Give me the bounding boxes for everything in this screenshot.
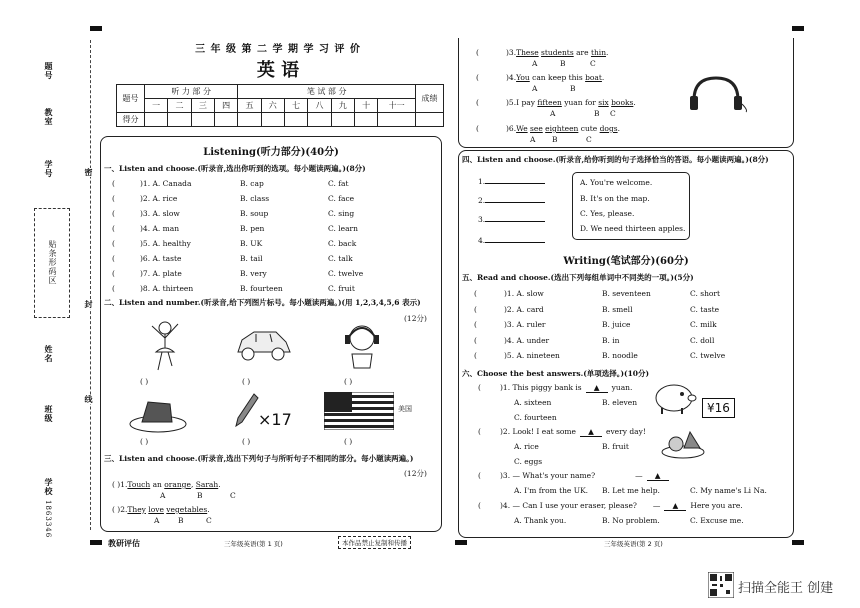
score-table-listening: 听 力 部 分 bbox=[145, 85, 238, 99]
score-cell[interactable] bbox=[261, 113, 284, 127]
sentence-part: students bbox=[541, 48, 574, 57]
option: B. Let me help. bbox=[602, 486, 660, 495]
answer-paren[interactable]: ( bbox=[474, 335, 477, 345]
us-flag-icon bbox=[324, 392, 394, 430]
s4-blank[interactable]: 4. bbox=[478, 235, 545, 245]
option-letter: B bbox=[197, 491, 203, 500]
section-2-title: 二、Listen and number.(听录音,给下列图片标号。每小题读两遍。)(用 1,2,3,4,5,6 表示) bbox=[104, 298, 421, 307]
barcode-area-label: 贴条形码区 bbox=[48, 240, 57, 285]
score-col: 一 bbox=[145, 99, 168, 113]
option: C. twelve bbox=[690, 351, 726, 360]
score-cell[interactable] bbox=[238, 113, 261, 127]
score-cell[interactable] bbox=[168, 113, 191, 127]
answer-paren[interactable]: ( ) bbox=[344, 437, 353, 446]
sentence-part: . bbox=[207, 505, 210, 514]
question-number: )4. bbox=[506, 73, 517, 82]
dash: — bbox=[652, 501, 661, 510]
section-2-score: (12分) bbox=[404, 314, 427, 323]
score-table-writing: 笔 试 部 分 bbox=[238, 85, 416, 99]
sentence-part: . bbox=[218, 480, 221, 489]
question-number: 1. bbox=[120, 480, 128, 489]
score-col: 三 bbox=[191, 99, 214, 113]
option-letter: C bbox=[230, 491, 236, 500]
option-letter: B bbox=[594, 109, 600, 118]
answer-paren[interactable]: ( bbox=[474, 351, 477, 360]
answer-paren[interactable]: ( bbox=[112, 269, 115, 278]
score-table-header: 题号 bbox=[117, 85, 145, 113]
sidebar-label: 学号 bbox=[44, 160, 54, 178]
sentence-part: Touch bbox=[127, 480, 151, 489]
footer-brand: 教研评估 bbox=[108, 538, 140, 548]
option: C. My name's Li Na. bbox=[690, 486, 767, 495]
s4-blank[interactable]: 3. bbox=[478, 214, 545, 224]
sentence-part: Sarah bbox=[195, 480, 219, 489]
s3-question-2 bbox=[112, 505, 210, 514]
option: )2. A. rice bbox=[140, 194, 178, 203]
sentence-part: fifteen bbox=[537, 98, 562, 107]
option: C. fourteen bbox=[514, 413, 557, 422]
s3-question-5 bbox=[476, 98, 636, 107]
sentence-part: an bbox=[150, 480, 165, 489]
sentence-part: We bbox=[516, 124, 528, 133]
s4-option: D. We need thirteen apples. bbox=[580, 224, 686, 233]
s3-question-1 bbox=[112, 480, 221, 489]
option-letter: B bbox=[178, 516, 184, 525]
s6-question-2 bbox=[478, 427, 646, 437]
answer-paren[interactable]: ( bbox=[112, 239, 115, 248]
sentence-part: vegetables bbox=[166, 505, 208, 514]
score-col: 五 bbox=[238, 99, 261, 113]
score-col: 七 bbox=[284, 99, 307, 113]
option: C. doll bbox=[690, 335, 715, 345]
s6-question-3 bbox=[478, 471, 673, 481]
option-letter: B bbox=[570, 84, 576, 93]
sidebar-label: 班级 bbox=[44, 405, 54, 423]
answer-paren[interactable]: ( ) bbox=[344, 377, 353, 386]
answer-paren[interactable]: ( bbox=[474, 289, 477, 298]
option: B. eleven bbox=[602, 398, 638, 407]
option: B. No problem. bbox=[602, 516, 660, 525]
registration-mark bbox=[455, 540, 467, 545]
question-number: 2. bbox=[120, 505, 128, 514]
answer-paren[interactable]: ( bbox=[476, 48, 479, 57]
answer-blank[interactable]: ▲ bbox=[586, 383, 608, 393]
sentence-part: . bbox=[601, 73, 605, 82]
score-table-total: 成绩 bbox=[416, 85, 444, 113]
s4-blank[interactable]: 1. bbox=[478, 176, 545, 186]
sidebar-label: 题号 bbox=[44, 62, 54, 80]
sentence-part: orange bbox=[164, 480, 191, 489]
pencil-icon bbox=[234, 392, 260, 428]
answer-paren[interactable]: ( bbox=[474, 304, 477, 314]
scanner-watermark: 扫描全能王 创建 bbox=[738, 581, 834, 596]
question-text: Here you are. bbox=[690, 501, 743, 510]
score-col: 九 bbox=[331, 99, 354, 113]
section-4-title: 四、Listen and choose.(听录音,给你听到的句子选择恰当的答语。每小题读两遍。)(8分) bbox=[462, 155, 769, 164]
qr-code-icon bbox=[708, 572, 734, 598]
question-text: ( )2. Look! I eat some bbox=[478, 427, 576, 436]
question-number: )5. bbox=[506, 98, 517, 107]
sentence-part: cute bbox=[578, 124, 600, 133]
score-cell[interactable] bbox=[378, 113, 416, 127]
answer-paren[interactable]: ( ) bbox=[140, 377, 149, 386]
option: B. seventeen bbox=[602, 289, 651, 298]
sentence-part: thin bbox=[590, 48, 607, 57]
option-letter: A bbox=[160, 491, 166, 500]
answer-blank[interactable]: ▲ bbox=[647, 471, 669, 481]
s4-option: B. It's on the map. bbox=[580, 194, 650, 203]
score-cell[interactable] bbox=[308, 113, 331, 127]
score-cell[interactable] bbox=[284, 113, 307, 127]
option: B. soup bbox=[240, 209, 269, 218]
option: B. fourteen bbox=[240, 284, 283, 293]
seal-char: 线 bbox=[84, 395, 94, 404]
option: B. smell bbox=[602, 304, 633, 314]
option: B. UK bbox=[240, 239, 263, 248]
option-letter: C bbox=[586, 135, 592, 144]
sentence-part: books bbox=[611, 98, 634, 107]
score-cell[interactable] bbox=[191, 113, 214, 127]
section-3-score: (12分) bbox=[404, 469, 427, 478]
seal-char: 封 bbox=[84, 300, 94, 309]
option: B. pen bbox=[240, 224, 265, 233]
fruit-plate-icon bbox=[660, 424, 706, 460]
ballerina-icon bbox=[142, 318, 188, 374]
footer-page-2: 三年级英语(第 2 页) bbox=[604, 540, 663, 548]
s4-option: C. Yes, please. bbox=[580, 209, 635, 218]
option: )3. A. slow bbox=[140, 209, 180, 218]
sentence-part: yuan for bbox=[561, 98, 599, 107]
score-col: 二 bbox=[168, 99, 191, 113]
option-letter: A bbox=[550, 109, 556, 118]
score-col: 八 bbox=[308, 99, 331, 113]
footer-notice: 本作品禁止复制和传播 bbox=[338, 536, 411, 549]
option: )8. A. thirteen bbox=[140, 284, 194, 293]
option: C. Excuse me. bbox=[690, 516, 744, 525]
option: )6. A. taste bbox=[140, 254, 182, 263]
option-letter: C bbox=[206, 516, 212, 525]
answer-paren[interactable]: ( bbox=[476, 73, 479, 82]
section-6-title: 六、Choose the best answers.(单项选择。)(10分) bbox=[462, 369, 650, 378]
option: B. cap bbox=[240, 179, 264, 188]
bread-plate-icon bbox=[128, 392, 188, 434]
registration-mark bbox=[90, 540, 102, 545]
option: )1. A. Canada bbox=[140, 179, 192, 188]
score-col: 六 bbox=[261, 99, 284, 113]
section-1-title: 一、Listen and choose.(听录音,选出你听到的选项。每小题读两遍。)(8分) bbox=[104, 164, 366, 173]
question-text: every day! bbox=[606, 427, 646, 436]
sentence-part: are bbox=[573, 48, 591, 57]
option: C. milk bbox=[690, 320, 717, 329]
answer-paren[interactable]: ( bbox=[112, 194, 115, 203]
section-5-title: 五、Read and choose.(选出下列每组单词中不同类的一项。)(5分) bbox=[462, 273, 694, 282]
answer-paren[interactable]: ( ) bbox=[112, 480, 121, 489]
option: C. face bbox=[328, 194, 355, 203]
score-cell[interactable] bbox=[331, 113, 354, 127]
sentence-part: You bbox=[516, 73, 530, 82]
option: A. rice bbox=[514, 442, 539, 451]
sidebar-label: 学校 bbox=[44, 478, 54, 496]
answer-paren[interactable]: ( bbox=[112, 224, 115, 233]
s3-question-3 bbox=[476, 48, 608, 57]
footer-page-1: 三年级英语(第 1 页) bbox=[224, 540, 283, 548]
option: )7. A. plate bbox=[140, 269, 182, 278]
option: )2. A. card bbox=[504, 304, 544, 314]
option: B. noodle bbox=[602, 351, 638, 360]
question-text: ( )4. — Can I use your eraser, please? bbox=[478, 501, 637, 510]
headphones-icon bbox=[688, 74, 750, 114]
sentence-part: dogs bbox=[599, 124, 618, 133]
option-letter: A bbox=[532, 84, 538, 93]
option: B. tail bbox=[240, 254, 263, 263]
score-cell[interactable] bbox=[145, 113, 168, 127]
sentence-part: I pay bbox=[516, 98, 538, 107]
sentence-part: They bbox=[127, 505, 146, 514]
option: A. Thank you. bbox=[514, 516, 567, 525]
flag-label: 美国 bbox=[398, 405, 412, 413]
option: C. eggs bbox=[514, 457, 543, 466]
question-text: yuan. bbox=[611, 383, 633, 392]
s4-option: A. You're welcome. bbox=[580, 178, 653, 187]
answer-paren[interactable]: ( ) bbox=[140, 437, 149, 446]
option-letter: B bbox=[560, 59, 566, 68]
option: B. in bbox=[602, 335, 620, 345]
option: C. talk bbox=[328, 254, 353, 263]
answer-paren[interactable]: ( bbox=[112, 209, 115, 218]
price-tag: ¥16 bbox=[702, 398, 735, 418]
option: C. sing bbox=[328, 209, 355, 218]
question-text: ( )1. This piggy bank is bbox=[478, 383, 582, 392]
writing-heading: Writing(笔试部分)(60分) bbox=[563, 256, 689, 267]
option: C. learn bbox=[328, 224, 358, 233]
exam-title: 三 年 级 第 二 学 期 学 习 评 价 bbox=[195, 44, 361, 55]
sidebar-code: 1863346 bbox=[44, 500, 52, 539]
option: B. very bbox=[240, 269, 267, 278]
option: C. taste bbox=[690, 304, 720, 314]
score-col: 十 bbox=[354, 99, 377, 113]
score-row-label: 得分 bbox=[117, 113, 145, 127]
sentence-part: love bbox=[148, 505, 164, 514]
question-text: ( )3. — What's your name? bbox=[478, 471, 596, 480]
score-cell[interactable] bbox=[214, 113, 237, 127]
sentence-part: These bbox=[516, 48, 539, 57]
option: C. back bbox=[328, 239, 357, 248]
answer-blank[interactable]: ▲ bbox=[664, 501, 686, 511]
option: )3. A. ruler bbox=[504, 320, 546, 329]
answer-blank[interactable]: ▲ bbox=[580, 427, 602, 437]
option: A. sixteen bbox=[514, 398, 552, 407]
answer-paren[interactable]: ( bbox=[476, 124, 479, 133]
option: C. fat bbox=[328, 179, 349, 188]
question-number: )3. bbox=[506, 48, 517, 57]
dash: — bbox=[635, 471, 643, 480]
answer-paren[interactable]: ( ) bbox=[112, 505, 121, 514]
car-icon bbox=[232, 322, 294, 368]
s3-question-6 bbox=[476, 124, 620, 133]
answer-paren[interactable]: ( bbox=[112, 254, 115, 263]
option-letter: C bbox=[610, 109, 616, 118]
option: C. twelve bbox=[328, 269, 364, 278]
section-3-title: 三、Listen and choose.(听录音,选出下列句子与所听句子不相同的部分。每小题读两遍。) bbox=[104, 454, 414, 463]
option: C. short bbox=[690, 289, 721, 298]
girl-headphones-icon bbox=[340, 318, 384, 370]
answer-paren[interactable]: ( bbox=[476, 98, 479, 107]
listening-heading: Listening(听力部分)(40分) bbox=[203, 147, 339, 158]
score-col: 十一 bbox=[378, 99, 416, 113]
sentence-part: , bbox=[190, 480, 196, 489]
score-cell[interactable] bbox=[354, 113, 377, 127]
score-cell[interactable] bbox=[416, 113, 444, 127]
option: )1. A. slow bbox=[504, 289, 544, 298]
option: B. class bbox=[240, 194, 270, 203]
option: )4. A. under bbox=[504, 335, 550, 345]
option-letter: B bbox=[552, 135, 558, 144]
option: )4. A. man bbox=[140, 224, 180, 233]
answer-paren[interactable]: ( bbox=[112, 179, 115, 188]
s4-blank[interactable]: 2. bbox=[478, 195, 545, 205]
option-letter: A bbox=[530, 135, 536, 144]
option: C. fruit bbox=[328, 284, 355, 293]
option: B. fruit bbox=[602, 442, 629, 451]
option-letter: A bbox=[532, 59, 538, 68]
registration-mark bbox=[90, 26, 102, 31]
seal-line bbox=[90, 40, 91, 530]
sentence-part: eighteen bbox=[545, 124, 579, 133]
score-table bbox=[116, 84, 444, 127]
sentence-part: can keep this bbox=[529, 73, 586, 82]
sentence-part: . bbox=[633, 98, 636, 107]
answer-paren[interactable]: ( ) bbox=[242, 437, 251, 446]
option-letter: C bbox=[590, 59, 596, 68]
option: )5. A. healthy bbox=[140, 239, 191, 248]
sentence-part: see bbox=[530, 124, 543, 133]
sentence-part: . bbox=[606, 48, 609, 57]
pencil-count: ×17 bbox=[258, 410, 292, 429]
piggy-bank-icon bbox=[652, 380, 698, 416]
option: )5. A. nineteen bbox=[504, 351, 560, 360]
sentence-part: six bbox=[598, 98, 609, 107]
answer-paren[interactable]: ( ) bbox=[242, 377, 251, 386]
option: A. I'm from the UK. bbox=[514, 486, 589, 495]
answer-paren[interactable]: ( bbox=[474, 320, 477, 329]
sentence-part: . bbox=[617, 124, 620, 133]
registration-mark bbox=[792, 26, 804, 31]
score-col: 四 bbox=[214, 99, 237, 113]
sentence-part: boat bbox=[585, 73, 602, 82]
seal-char: 密 bbox=[84, 168, 94, 177]
sidebar-label: 姓名 bbox=[44, 345, 54, 363]
s6-question-1 bbox=[478, 383, 632, 393]
option: B. juice bbox=[602, 320, 631, 329]
subject-title: 英 语 bbox=[256, 60, 300, 81]
sidebar-label: 教室 bbox=[44, 108, 54, 126]
answer-paren[interactable]: ( bbox=[112, 284, 115, 293]
question-number: )6. bbox=[506, 124, 517, 133]
registration-mark bbox=[792, 540, 804, 545]
s6-question-4 bbox=[478, 501, 743, 511]
option-letter: A bbox=[154, 516, 160, 525]
s3-question-4 bbox=[476, 73, 604, 82]
